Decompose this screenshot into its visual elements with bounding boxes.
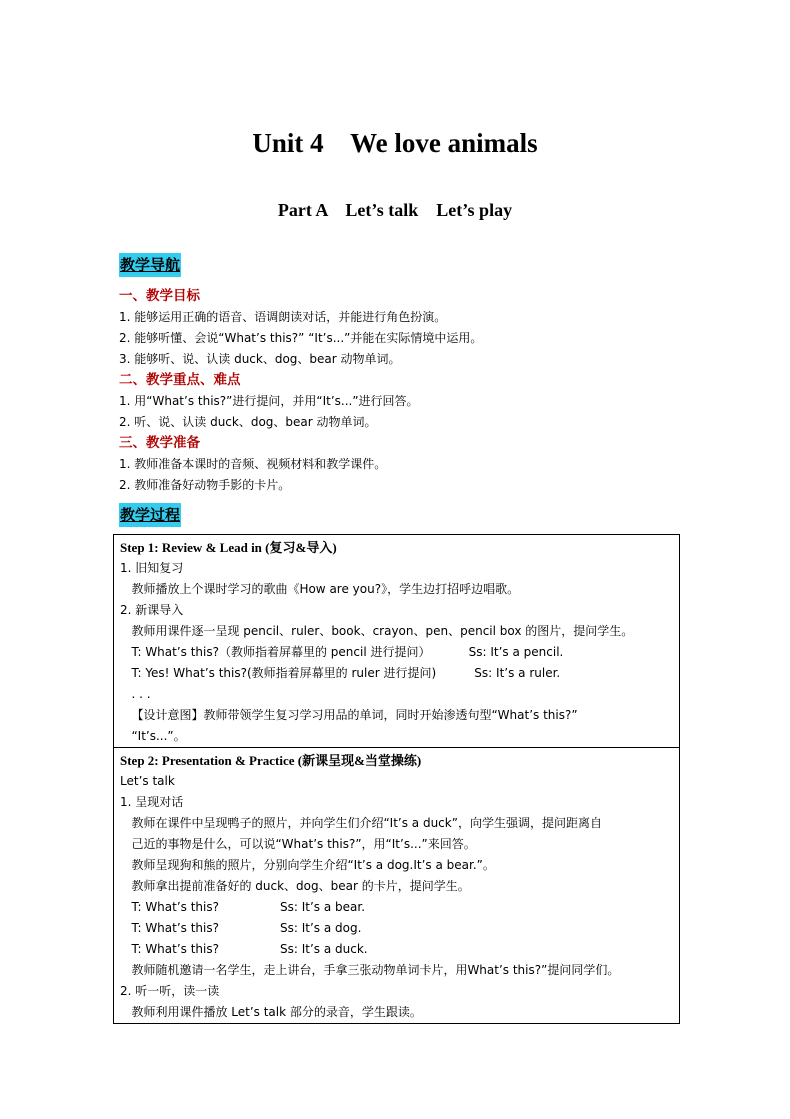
list-item: 1. 用“What’s this?”进行提问，并用“It’s...”进行回答。 bbox=[119, 394, 419, 408]
step-line: T: Yes! What’s this?(教师指着屏幕里的 ruler 进行提问) Ss: It’s a ruler. bbox=[120, 666, 561, 680]
step2-heading: Step 2: Presentation & Practice (新课呈现&当堂操练) bbox=[120, 753, 422, 768]
process-table bbox=[113, 534, 680, 1024]
step-line: 教师播放上个课时学习的歌曲《How are you?》，学生边打招呼边唱歌。 bbox=[120, 582, 520, 596]
step-line: T: What’s this? Ss: It’s a dog. bbox=[120, 921, 362, 935]
step-line: T: What’s this? Ss: It’s a duck. bbox=[120, 942, 368, 956]
step1-box bbox=[114, 535, 679, 747]
section-heading-key-points: 二、教学重点、难点 bbox=[119, 372, 241, 388]
step-line: 教师用课件逐一呈现 pencil、ruler、book、crayon、pen、pencil box 的图片，提问学生。 bbox=[120, 624, 634, 638]
step-line: 己近的事物是什么，可以说“What’s this?”，用“It’s...”来回答。 bbox=[120, 837, 476, 851]
step-line: 2. 听一听，读一读 bbox=[120, 984, 220, 998]
list-item: 2. 听、说、认读 duck、dog、bear 动物单词。 bbox=[119, 415, 377, 429]
step-line: 1. 呈现对话 bbox=[120, 795, 184, 809]
list-item: 1. 教师准备本课时的音频、视频材料和教学课件。 bbox=[119, 457, 387, 471]
step-line: 教师利用课件播放 Let’s talk 部分的录音，学生跟读。 bbox=[120, 1005, 422, 1019]
step-line: 2. 新课导入 bbox=[120, 603, 184, 617]
step-line: 【设计意图】教师带领学生复习学习用品的单词，同时开始渗透句型“What’s this?” bbox=[120, 708, 578, 722]
page-title: Unit 4 We love animals bbox=[252, 128, 538, 158]
teaching-guide-section bbox=[119, 286, 679, 496]
step-line: 1. 旧知复习 bbox=[120, 561, 184, 575]
step1-heading: Step 1: Review & Lead in (复习&导入) bbox=[120, 540, 337, 555]
step-line: 教师在课件中呈现鸭子的照片，并向学生们介绍“It’s a duck”，向学生强调，提问距离自 bbox=[120, 816, 602, 830]
teaching-guide-banner: 教学导航 bbox=[119, 253, 181, 277]
section-heading-objectives: 一、教学目标 bbox=[119, 288, 200, 304]
teaching-process-banner: 教学过程 bbox=[119, 503, 181, 527]
list-item: 3. 能够听、说、认读 duck、dog、bear 动物单词。 bbox=[119, 352, 401, 366]
step-line: Let’s talk bbox=[120, 774, 175, 788]
list-item: 2. 教师准备好动物手影的卡片。 bbox=[119, 478, 291, 492]
step-line: 教师呈现狗和熊的照片，分别向学生介绍“It’s a dog.It’s a bear.”。 bbox=[120, 858, 495, 872]
step2-box bbox=[114, 747, 679, 1023]
list-item: 1. 能够运用正确的语音、语调朗读对话，并能进行角色扮演。 bbox=[119, 310, 447, 324]
step-line: . . . bbox=[120, 687, 151, 701]
step-line: 教师随机邀请一名学生，走上讲台，手拿三张动物单词卡片，用What’s this?”提问同学们。 bbox=[120, 963, 620, 977]
section-heading-preparation: 三、教学准备 bbox=[119, 435, 200, 451]
step-line: T: What’s this? Ss: It’s a bear. bbox=[120, 900, 366, 914]
step-line: 教师拿出提前准备好的 duck、dog、bear 的卡片，提问学生。 bbox=[120, 879, 470, 893]
step-line: “It’s...”。 bbox=[120, 729, 186, 743]
list-item: 2. 能够听懂、会说“What’s this?” “It’s...”并能在实际情境中运用。 bbox=[119, 331, 483, 345]
step-line: T: What’s this?（教师指着屏幕里的 pencil 进行提问） Ss: It’s a pencil. bbox=[120, 645, 564, 659]
page-subtitle: Part A Let’s talk Let’s play bbox=[277, 200, 513, 220]
